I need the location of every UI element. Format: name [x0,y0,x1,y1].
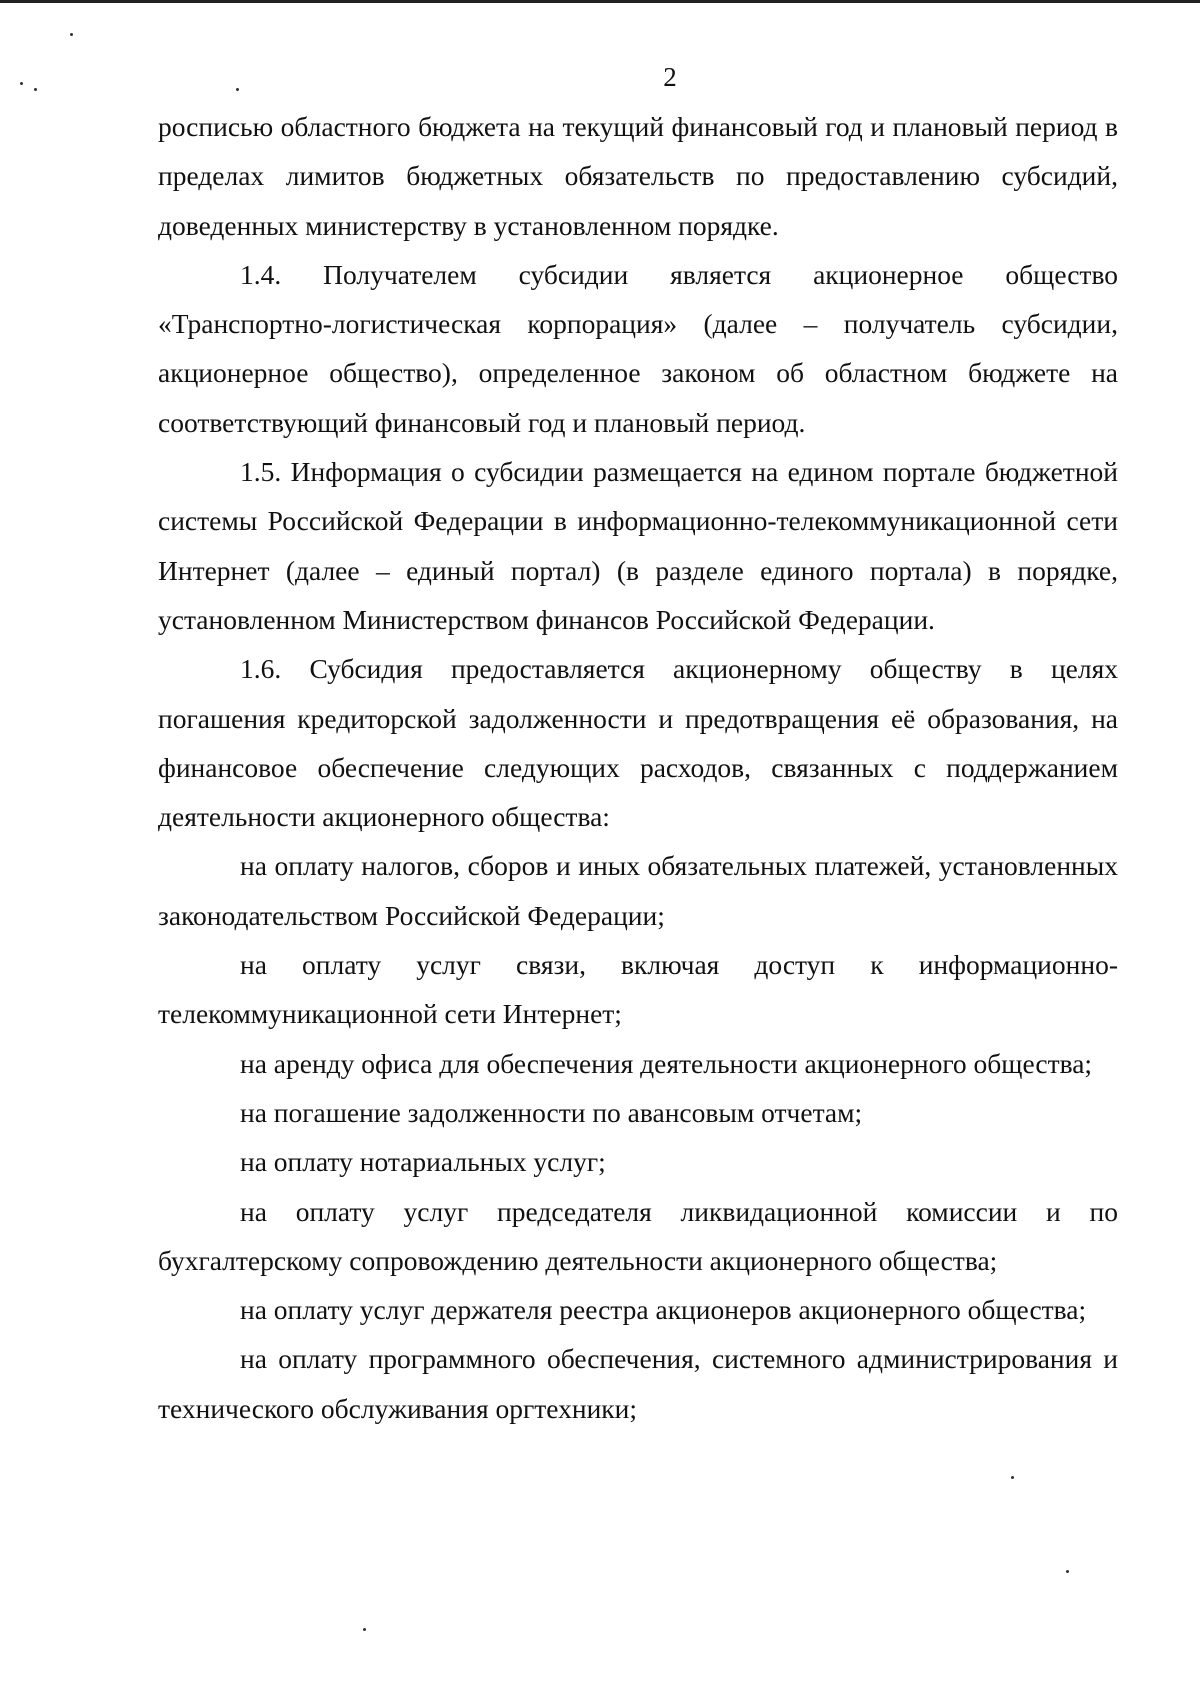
list-item-shareholder-registry: на оплату услуг держателя реестра акционеров акционерного общества; [240,1294,1087,1326]
scan-speck [1066,1570,1069,1573]
list-item-office-rent: на аренду офиса для обеспечения деятельности акционерного общества; [240,1047,1093,1079]
list-item-communication-services: на оплату услуг связи, включая доступ к информационно-телекоммуникационной сети Интернет; [158,949,1118,1030]
scan-speck [363,1628,366,1631]
document-body [158,102,1118,1433]
paragraph-budget-schedule-continuation: росписью областного бюджета на текущий финансовый год и плановый период в пределах лимитов бюджетных обязательств по предоставлению субсидий, доведенных министерству в установленном порядке. [158,111,1118,241]
page-number: 2 [663,62,677,92]
list-item-liquidation-commission-accounting: на оплату услуг председателя ликвидационной комиссии и по бухгалтерскому сопровождению деятельности акционерного общества; [158,1195,1118,1276]
scan-top-edge [0,0,1200,3]
paragraph-1-5-unified-portal-info: 1.5. Информация о субсидии размещается на едином портале бюджетной системы Российской Федерации в информационно-телекоммуникационной сети Интернет (далее – единый портал) (в разделе единого портала) в порядке, установленном Министерством финансов Российской Федерации. [158,456,1118,635]
scan-speck [70,33,73,36]
paragraph-1-4-subsidy-recipient: 1.4. Получателем субсидии является акционерное общество «Транспортно-логистическая корпорация» (далее – получатель субсидии, акционерное общество), определенное законом об областном бюджете на соответствующий финансовый год и плановый период. [158,258,1118,438]
list-item-notary-services: на оплату нотариальных услуг; [240,1146,606,1178]
scan-speck [1011,1476,1014,1479]
list-item-taxes-and-fees: на оплату налогов, сборов и иных обязательных платежей, установленных законодательством Российской Федерации; [158,850,1118,931]
list-item-software-and-it-maintenance: на оплату программного обеспечения, системного администрирования и технического обслуживания оргтехники; [158,1343,1118,1424]
paragraph-1-6-subsidy-purpose: 1.6. Субсидия предоставляется акционерному обществу в целях погашения кредиторской задолженности и предотвращения её образования, на финансовое обеспечение следующих расходов, связанных с поддержанием деятельности акционерного общества: [158,653,1118,833]
list-item-advance-reports-debt: на погашение задолженности по авансовым отчетам; [240,1096,863,1128]
